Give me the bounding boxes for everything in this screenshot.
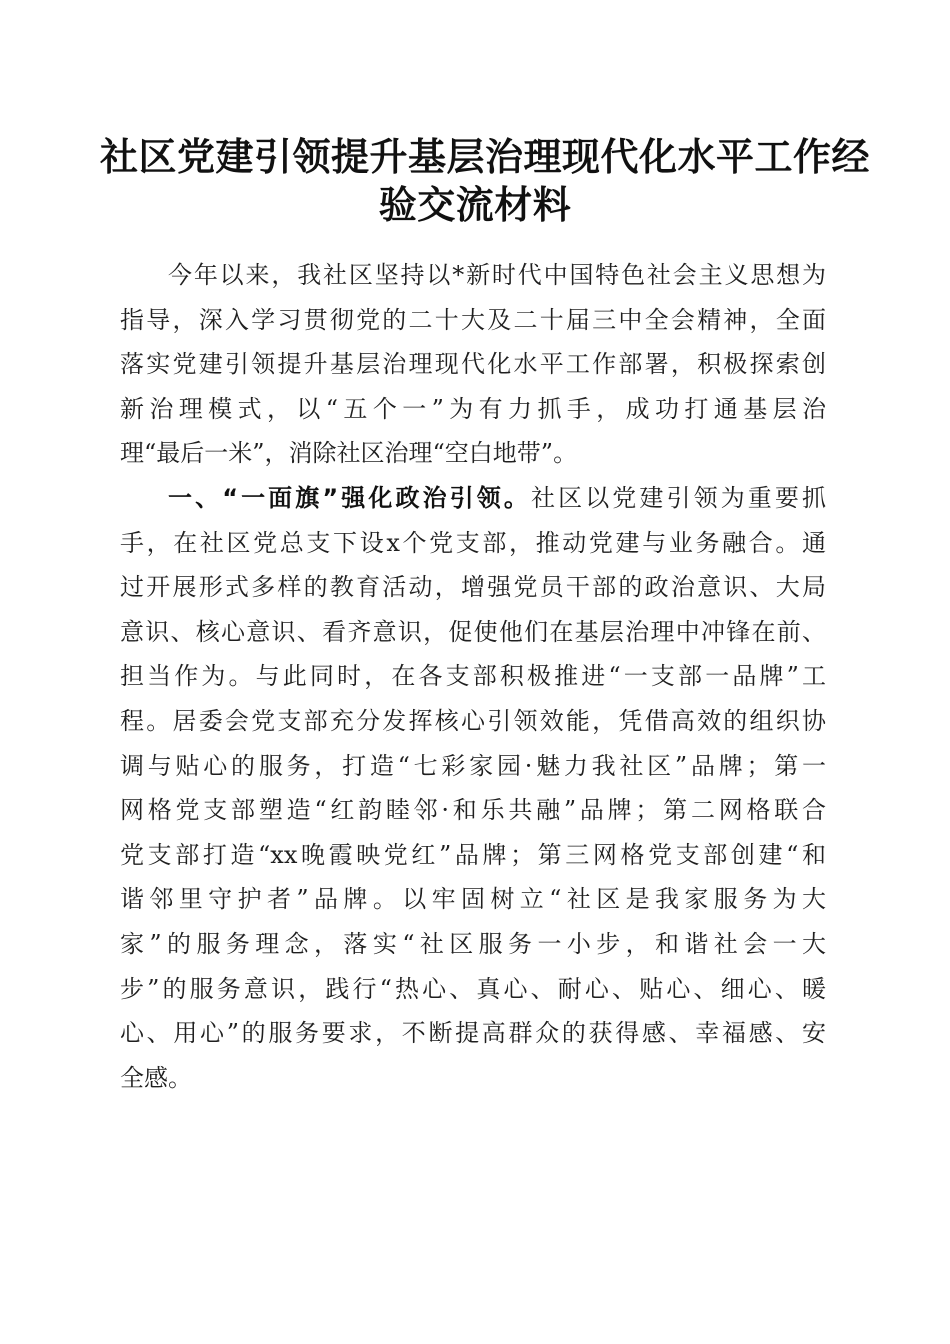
paragraph-line: 落实党建引领提升基层治理现代化水平工作部署，积极探索创 [120,350,826,379]
paragraph-line: 步”的服务意识，践行“热心、真心、耐心、贴心、细心、暖 [120,974,826,1003]
section-1-lead-text: 社区以党建引领为重要抓 [530,483,827,512]
paragraph-line: 党支部打造“xx晚霞映党红”品牌；第三网格党支部创建“和 [120,840,826,869]
intro-paragraph [120,253,826,476]
paragraph-line: 手，在社区党总支下设x个党支部，推动党建与业务融合。通 [120,528,826,557]
paragraph-line [120,476,826,521]
paragraph-line: 理“最后一米”，消除社区治理“空白地带”。 [120,439,578,468]
paragraph-line: 网格党支部塑造“红韵睦邻·和乐共融”品牌；第二网格联合 [120,796,826,825]
paragraph-line: 程。居委会党支部充分发挥核心引领效能，凭借高效的组织协 [120,706,826,735]
paragraph-line: 心、用心”的服务要求，不断提高群众的获得感、幸福感、安 [120,1019,826,1048]
paragraph-line: 意识、核心意识、看齐意识，促使他们在基层治理中冲锋在前、 [120,617,826,646]
paragraph-line: 调与贴心的服务，打造“七彩家园·魅力我社区”品牌；第一 [120,751,826,780]
paragraph-line: 担当作为。与此同时，在各支部积极推进“一支部一品牌”工 [120,662,826,691]
paragraph-line: 谐邻里守护者”品牌。以牢固树立“社区是我家服务为大 [120,885,826,914]
paragraph-line: 过开展形式多样的教育活动，增强党员干部的政治意识、大局 [120,573,826,602]
title-line: 验交流材料 [378,182,572,227]
paragraph-line: 今年以来，我社区坚持以*新时代中国特色社会主义思想为 [168,261,826,289]
document-body [120,253,826,1100]
title-line: 社区党建引领提升基层治理现代化水平工作经 [100,134,871,179]
paragraph-line: 全感。 [120,1063,192,1092]
paragraph-line: 指导，深入学习贯彻党的二十大及二十届三中全会精神，全面 [120,305,826,334]
paragraph-line: 家”的服务理念，落实“社区服务一小步，和谐社会一大 [120,929,826,958]
paragraph-line: 新治理模式，以“五个一”为有力抓手，成功打通基层治 [120,394,826,423]
document-title [100,133,871,229]
section-1-heading: 一、“一面旗”强化政治引领。 [168,483,531,512]
section-1-paragraph [120,476,826,1100]
